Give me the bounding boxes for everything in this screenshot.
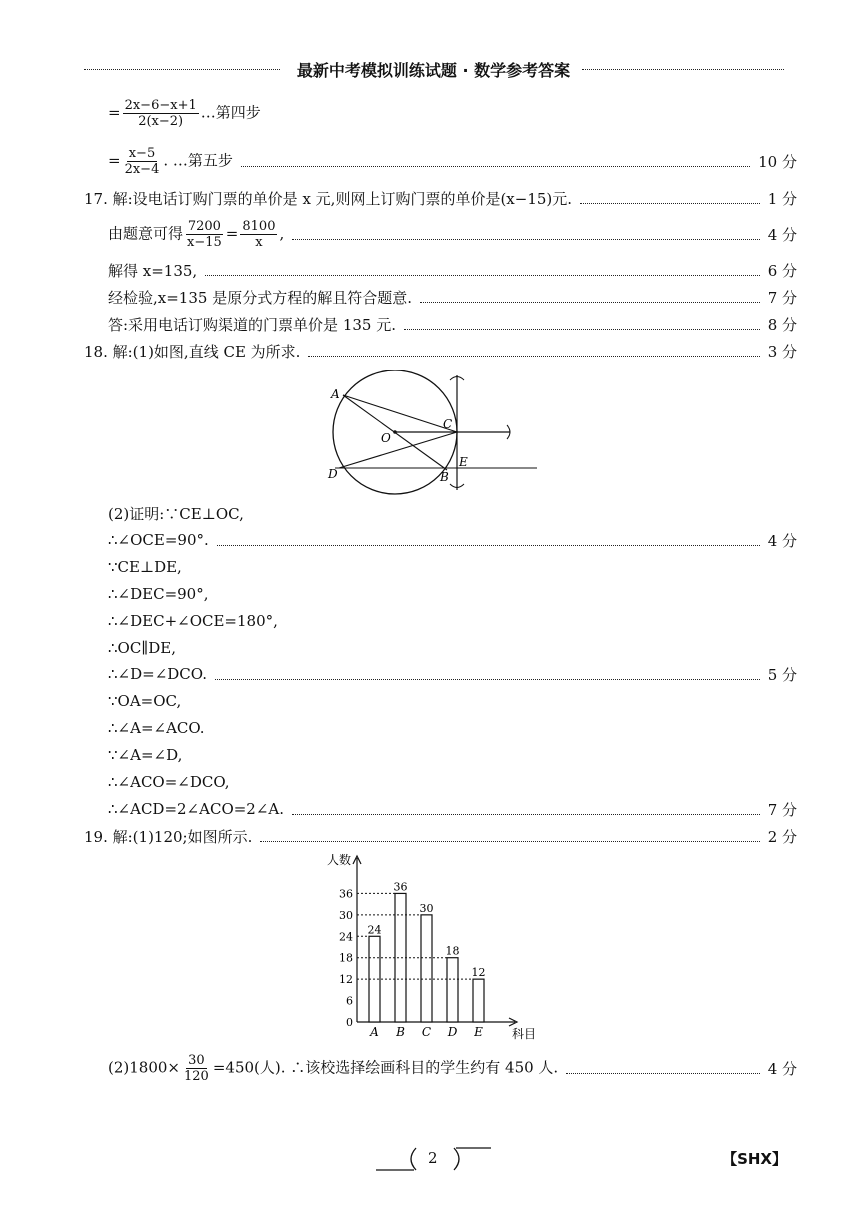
answer-line [108,608,797,634]
answer-text [108,1053,558,1084]
answer-text [108,503,244,524]
page-number [376,1146,491,1172]
label-e: E [459,455,468,469]
answer-line [108,311,797,337]
answer-line [108,796,797,822]
bar [473,979,484,1022]
text-run: = [225,224,239,242]
y-tick-label: 12 [339,973,353,987]
score-label: 1 分 [767,189,797,208]
dotted-leader [260,841,759,842]
answer-line [84,338,797,364]
answer-text [108,531,209,549]
numerator: x−5 [128,145,156,161]
paper-code: 【SHX】 [722,1150,787,1168]
answer-text [108,219,284,250]
dotted-leader [215,679,760,680]
answer-line [108,661,797,687]
text-run: =450(人). ∴该校选择绘画科目的学生约有 450 人. [212,1058,559,1076]
score-label: 5 分 [767,665,797,684]
label-a: A [331,387,340,401]
text-run: . …第五步 [163,151,233,169]
score-label: 7 分 [767,288,797,307]
y-tick-label: 36 [339,887,353,901]
answer-text [108,314,396,335]
center-dot [393,430,397,434]
dotted-leader [241,166,750,167]
dotted-leader [205,275,759,276]
text-run: , [279,224,285,242]
dotted-leader [292,814,760,815]
answer-text [108,800,284,818]
answer-line [108,284,797,310]
numerator: 8100 [242,218,276,234]
answer-line [108,769,797,795]
dotted-leader [292,239,759,240]
answer-text [108,260,197,281]
bar [395,893,406,1022]
dotted-leader [566,1073,759,1074]
text-run: (2)1800× [108,1058,180,1076]
answer-line [108,581,797,607]
score-label: 7 分 [767,800,797,819]
bar [447,958,458,1022]
numerator: 2x−6−x+1 [124,97,197,113]
answer-text [108,612,278,630]
bar [421,915,432,1022]
x-tick-label: E [474,1025,483,1039]
text-run: 由题意可得 [108,224,184,242]
y-tick-label: 18 [339,951,353,965]
fraction [182,1053,211,1084]
score-label: 3 分 [767,342,797,361]
score-label: 2 分 [767,827,797,846]
segment-ac [343,395,457,432]
answer-text [84,341,300,362]
denominator: 120 [184,1068,209,1084]
subject-bar-chart [325,850,550,1045]
label-o: O [381,431,391,445]
numerator: 30 [188,1052,205,1068]
bar-value-label: 36 [393,880,408,894]
answer-line [84,185,797,211]
dotted-leader [308,356,759,357]
text-run: ∴∠DEC=90°, [108,585,209,603]
denominator: x−15 [187,234,222,250]
answer-line [108,1052,797,1084]
label-b: B [440,470,449,484]
denominator: 2x−4 [124,161,160,177]
text-run: 经检验,x=135 是原分式方程的解且符合题意. [108,288,412,307]
text-run: 18. 解:(1)如图,直线 CE 为所求. [84,342,301,361]
answer-text [108,692,181,710]
dotted-leader [580,203,760,204]
fraction [240,219,277,250]
label-c: C [443,417,453,431]
x-tick-label: B [396,1025,405,1039]
text-run: ∴∠A=∠ACO. [108,719,205,737]
answer-line [108,145,797,177]
text-run: = [108,151,121,169]
header-title: 最新中考模拟训练试题 · 数学参考答案 [296,61,571,80]
text-run: ∴OC∥DE, [108,639,176,657]
text-run: 17. 解:设电话订购门票的单价是 x 元,则网上订购门票的单价是(x−15)元. [84,189,573,208]
text-run: = [108,103,121,121]
fraction [185,219,224,250]
answer-text [108,146,233,177]
page-number-text: 2 [428,1149,438,1167]
text-run: 19. 解:(1)120;如图所示. [84,827,253,846]
dotted-leader [420,302,760,303]
text-run: ∴∠ACO=∠DCO, [108,773,230,791]
text-run: ∴∠ACD=2∠ACO=2∠A. [108,800,285,818]
answer-text [108,98,261,129]
answer-text [108,558,182,576]
bar-value-label: 12 [471,966,486,980]
x-axis-title: 科目 [512,1027,537,1041]
y-axis-title: 人数 [327,853,352,867]
answer-text [84,826,252,847]
text-run: 解得 x=135, [108,261,198,280]
score-label: 8 分 [767,315,797,334]
label-d: D [328,467,338,481]
answer-text [108,719,205,737]
bar-value-label: 24 [367,923,382,937]
page-header [0,58,867,82]
answer-line [108,500,797,526]
fraction [123,98,199,129]
answer-line [108,554,797,580]
score-label: 6 分 [767,261,797,280]
text-run: ∵OA=OC, [108,692,182,710]
answer-line [108,688,797,714]
denominator: x [255,234,263,250]
answer-text [108,773,230,791]
text-run: ∵∠A=∠D, [108,746,183,764]
dotted-leader [217,545,760,546]
y-tick-label: 30 [339,908,353,922]
text-run: 答:采用电话订购渠道的门票单价是 135 元. [108,315,396,334]
answer-line [108,218,797,250]
text-run: ∴∠OCE=90°. [108,531,209,549]
score-label: 10 分 [758,152,797,171]
answer-line [108,635,797,661]
answer-line [108,742,797,768]
x-tick-label: C [421,1025,432,1039]
score-label: 4 分 [767,225,797,244]
answer-line [108,257,797,283]
x-tick-label: A [370,1025,379,1039]
answer-text [108,287,412,308]
answer-text [108,746,182,764]
answer-text [84,188,572,209]
text-run: (2)证明:∵CE⊥OC, [108,504,244,523]
text-run: ∴∠DEC+∠OCE=180°, [108,612,278,630]
bar-value-label: 18 [445,944,460,958]
y-tick-label: 24 [339,930,353,944]
dotted-leader [404,329,760,330]
bar-value-label: 30 [419,901,434,915]
answer-text [108,665,207,683]
score-label: 4 分 [767,1059,797,1078]
text-run: …第四步 [200,103,261,121]
answer-text [108,639,176,657]
x-tick-label: D [447,1025,458,1039]
text-run: ∵CE⊥DE, [108,558,182,576]
y-tick-label: 0 [346,1016,353,1029]
answer-line [108,527,797,553]
numerator: 7200 [187,218,221,234]
answer-line [84,823,797,849]
answer-line [108,715,797,741]
denominator: 2(x−2) [138,113,184,129]
answer-text [108,585,209,603]
answer-line [108,97,797,129]
y-tick-label: 6 [346,994,353,1008]
segment-dc [339,432,457,468]
fraction [123,146,162,177]
score-label: 4 分 [767,531,797,550]
circle-construction-figure [325,370,545,495]
text-run: ∴∠D=∠DCO. [108,665,207,683]
